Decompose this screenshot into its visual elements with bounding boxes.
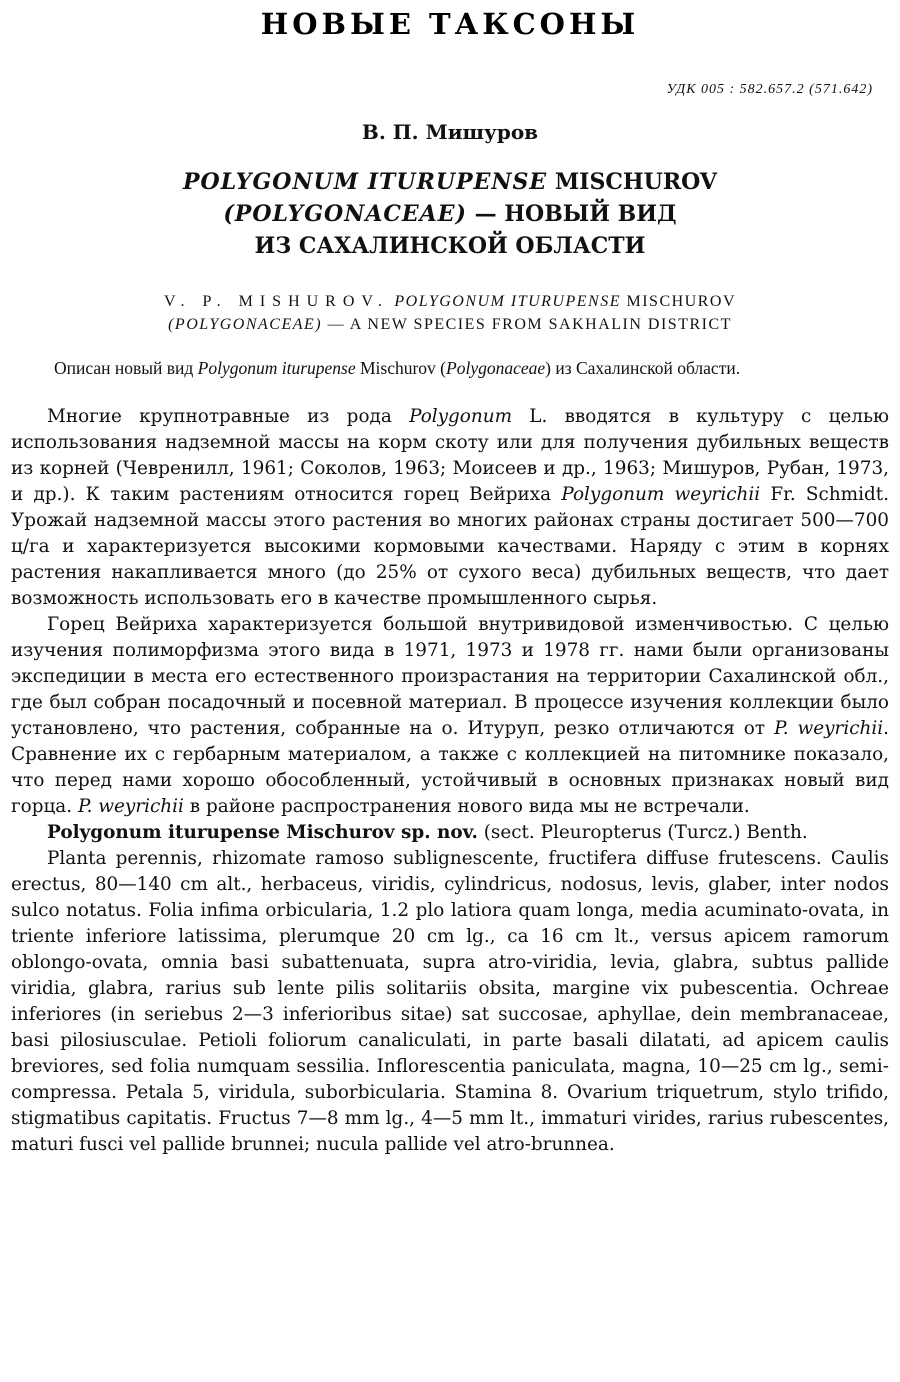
title-en-line-1	[11, 290, 889, 313]
paragraph-introduction	[11, 404, 889, 612]
abstract-text-3: ) из Сахалинской области.	[545, 358, 741, 378]
title-en-line-2	[11, 313, 889, 336]
title-ru-new-species: — НОВЫЙ ВИД	[466, 201, 677, 227]
paragraph1-text-2: L. вводятся в культуру с целью использования надземной массы на корм скоту или для получения дубильных веществ из корней (Чевренилл, 1961; Соколов, 1963; Моисеев и др., 1963; Мишуров, Рубан, 1973, и др.). К таким растениям относится горец Вейриха	[11, 406, 889, 505]
title-en-author: V. P. MISHUROV.	[164, 293, 389, 310]
paragraph2-text-2: . Сравнение их с гербарным материалом, а также с коллекцией на питомнике показало, что перед нами хорошо обособленный, устойчивый в основных признаках новый вид горца.	[11, 718, 890, 817]
abstract-family: Polygonaceae	[446, 358, 546, 378]
abstract-text-1: Описан новый вид	[54, 358, 198, 378]
abstract	[11, 356, 889, 380]
abstract-text-2: Mischurov (	[355, 358, 447, 378]
paragraph1-species: Polygonum weyrichii	[561, 484, 761, 505]
title-en-species: POLYGONUM ITURUPENSE	[394, 293, 621, 310]
title-ru-family: (POLYGONACEAE)	[223, 201, 467, 227]
paragraph2-text-1: Горец Вейриха характеризуется большой внутривидовой изменчивостью. С целью изучения полиморфизма этого вида в 1971, 1973 и 1978 гг. нами были организованы экспедиции в места его естественного произрастания на территории Сахалинской обл., где был собран посадочный и посевной материал. В процессе изучения коллекции было установлено, что растения, собранные на о. Итуруп, резко отличаются от	[11, 614, 889, 739]
title-en-species-author: MISCHUROV	[620, 293, 736, 310]
title-en-rest: — A NEW SPECIES FROM SAKHALIN DISTRICT	[322, 316, 732, 333]
author-name: В. П. Мишуров	[361, 120, 539, 144]
title-ru-species-author: MISCHUROV	[547, 169, 717, 195]
paragraph2-species-1: P. weyrichii	[774, 718, 884, 739]
title-ru-line-3: ИЗ САХАЛИНСКОЙ ОБЛАСТИ	[254, 233, 646, 259]
title-ru-species: POLYGONUM ITURUPENSE	[183, 169, 548, 195]
paragraph-latin-diagnosis: Planta perennis, rhizomate ramoso sublignescente, fructifera diffuse frutescens. Caulis erectus, 80—140 cm alt., herbaceus, viridis, cylindricus, nodosus, levis, glaber, inter nodos sulco notatus. Folia infima orbicularia, 1.2 plo latiora quam longa, media acuminato-ovata, in triente inferiore latissima, plerumque 20 cm lg., ca 16 cm lt., versus apicem ramorum oblongo-ovata, omnia basi subattenuata, supra atro-viridia, levia, glabra, subtus pallide viridia, glabra, rarius sub lente pilis solitariis obsita, margine vix pubescentia. Ochreae inferiores (in seriebus 2—3 inferioribus sitae) sat succosae, aphyllae, dein membranaceae, basi pilosiusculae. Petioli foliorum canaliculati, in parte basali dilatati, ad apicem caulis breviores, sed folia numquam sessilia. Inflorescentia paniculata, magna, 10—25 cm lg., semi-compressa. Petala 5, viridula, suborbicularia. Stamina 8. Ovarium triquetrum, stylo trifido, stigmatibus capitatis. Fructus 7—8 mm lg., 4—5 mm lt., immaturi virides, rarius rubescentes, maturi fusci vel pallide brunnei; nucula pallide vel atro-brunnea.	[11, 848, 889, 1155]
article-title-ru	[11, 166, 889, 262]
title-ru-line-2	[11, 198, 889, 230]
abstract-species: Polygonum iturupense	[197, 358, 356, 378]
paragraph2-text-3: в районе распространения нового вида мы не встречали.	[183, 796, 750, 817]
article-title-en	[11, 290, 889, 336]
paragraph-diagnosis-heading	[11, 820, 889, 846]
paragraph-expeditions	[11, 612, 889, 820]
paragraph2-species-2: P. weyrichii	[77, 796, 184, 817]
new-species-name: Polygonum iturupense Mischurov sp. nov.	[47, 822, 478, 843]
section-title: НОВЫЕ ТАКСОНЫ	[260, 7, 640, 41]
udc-code: УДК 005 : 582.657.2 (571.642)	[666, 82, 873, 97]
title-en-family: (POLYGONACEAE)	[168, 316, 323, 333]
section-reference: (sect. Pleuropterus (Turcz.) Benth.	[477, 822, 808, 843]
title-ru-line-1	[11, 166, 889, 198]
paragraph1-text-1: Многие крупнотравные из рода	[47, 406, 410, 427]
paragraph1-text-3: Fr. Schmidt. Урожай надземной массы этого растения во многих районах страны достигает 500—700 ц/га и характеризуется высокими кормовыми качествами. Наряду с этим в корнях растения накапливается много (до 25% от сухого веса) дубильных веществ, что дает возможность использовать его в качестве промышленного сырья.	[11, 484, 889, 609]
paragraph1-genus: Polygonum	[409, 406, 513, 427]
